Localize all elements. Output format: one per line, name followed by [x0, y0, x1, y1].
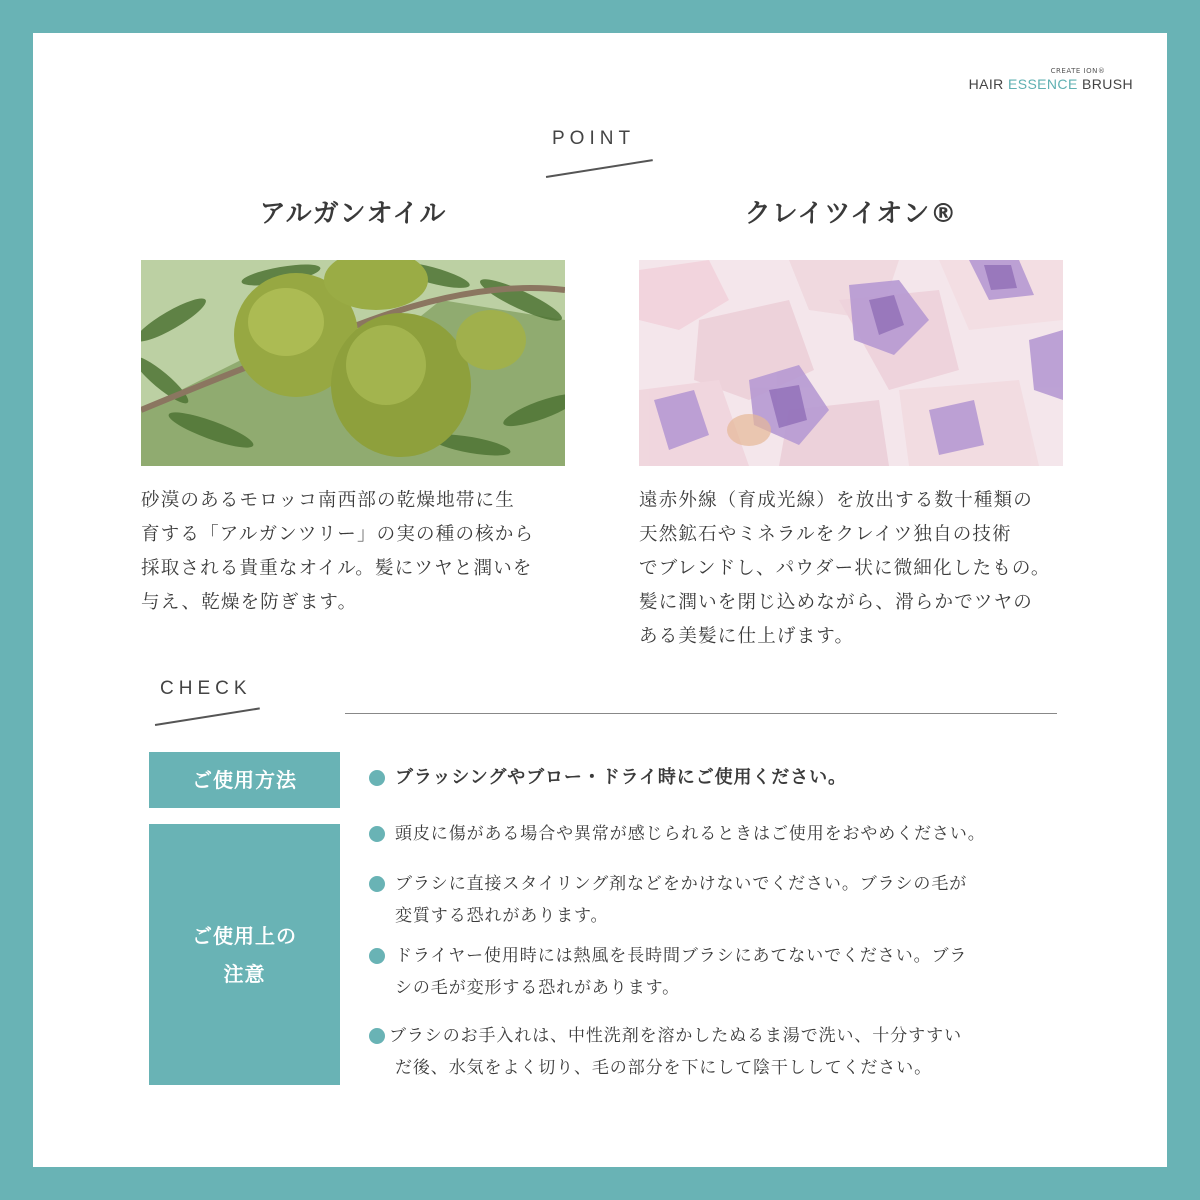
- description-line: 採取される貴重なオイル。髪にツヤと潤いを: [141, 558, 533, 579]
- clay-ion-title: クレイツイオン®: [744, 199, 958, 229]
- clay-ion-description: [639, 484, 1063, 654]
- bullet-dot: [369, 826, 385, 842]
- clay-ion-column: [639, 193, 1063, 654]
- bullet-dot: [369, 770, 385, 786]
- bullet-dot: [369, 876, 385, 892]
- description-line: 天然鉱石やミネラルをクレイツ独自の技術: [639, 524, 1012, 545]
- check-underline: [155, 707, 260, 725]
- crystal-minerals-photo: [639, 260, 1063, 466]
- brand-product-name: [963, 76, 1133, 92]
- description-line: でブレンドし、パウダー状に微細化したもの。: [639, 558, 1051, 579]
- argan-fruit-photo: [141, 260, 565, 466]
- description-line: 遠赤外線（育成光線）を放出する数十種類の: [639, 490, 1034, 511]
- content-panel: [33, 33, 1167, 1167]
- check-label: CHECK: [160, 678, 252, 699]
- brand-logo: [963, 67, 1133, 92]
- brand-word-brush: BRUSH: [1081, 76, 1133, 92]
- caution-line: 頭皮に傷がある場合や異常が感じられるときはご使用をおやめください。: [395, 824, 986, 844]
- caution-line: ブラシのお手入れは、中性洗剤を溶かしたぬるま湯で洗い、十分すすい: [389, 1026, 962, 1046]
- argan-oil-column: [141, 193, 565, 620]
- caution-line: ドライヤー使用時には熱風を長時間ブラシにあてないでください。ブラ: [395, 946, 968, 966]
- bullet-dot: [369, 948, 385, 964]
- argan-oil-title: アルガンオイル: [259, 199, 447, 229]
- usage-tag: ご使用方法: [149, 752, 340, 808]
- usage-text: ブラッシングやブロー・ドライ時にご使用ください。: [395, 767, 847, 788]
- description-line: 髪に潤いを閉じ込めながら、滑らかでツヤの: [639, 592, 1034, 613]
- point-label: POINT: [552, 128, 636, 149]
- caution-item: [369, 1020, 962, 1084]
- description-line: 育する「アルガンツリー」の実の種の核から: [141, 524, 535, 545]
- caution-line: ブラシに直接スタイリング剤などをかけないでください。ブラシの毛が: [395, 874, 968, 894]
- argan-oil-description: [141, 484, 565, 620]
- caution-item: [369, 868, 967, 932]
- caution-item: [369, 940, 967, 1004]
- caution-line: シの毛が変形する恐れがあります。: [395, 978, 681, 998]
- point-heading: [552, 128, 635, 150]
- brand-word-essence: ESSENCE: [1007, 76, 1078, 92]
- point-underline: [546, 159, 653, 177]
- brand-maker: CREATE ION®: [1050, 67, 1106, 75]
- caution-tag-line: 注意: [223, 961, 266, 986]
- caution-tag-line: ご使用上の: [192, 923, 297, 948]
- bullet-dot: [369, 1028, 385, 1044]
- check-divider: [345, 713, 1057, 714]
- check-heading: [160, 678, 252, 700]
- brand-word-hair: HAIR: [968, 76, 1004, 92]
- description-line: ある美髪に仕上げます。: [639, 626, 855, 647]
- description-line: 砂漠のあるモロッコ南西部の乾燥地帯に生: [141, 490, 515, 511]
- caution-line: 変質する恐れがあります。: [395, 906, 609, 926]
- description-line: 与え、乾燥を防ぎます。: [141, 592, 358, 613]
- usage-item: [369, 762, 847, 794]
- caution-tag: [149, 824, 340, 1085]
- caution-line: だ後、水気をよく切り、毛の部分を下にして陰干ししてください。: [395, 1058, 932, 1078]
- caution-item: [369, 818, 986, 850]
